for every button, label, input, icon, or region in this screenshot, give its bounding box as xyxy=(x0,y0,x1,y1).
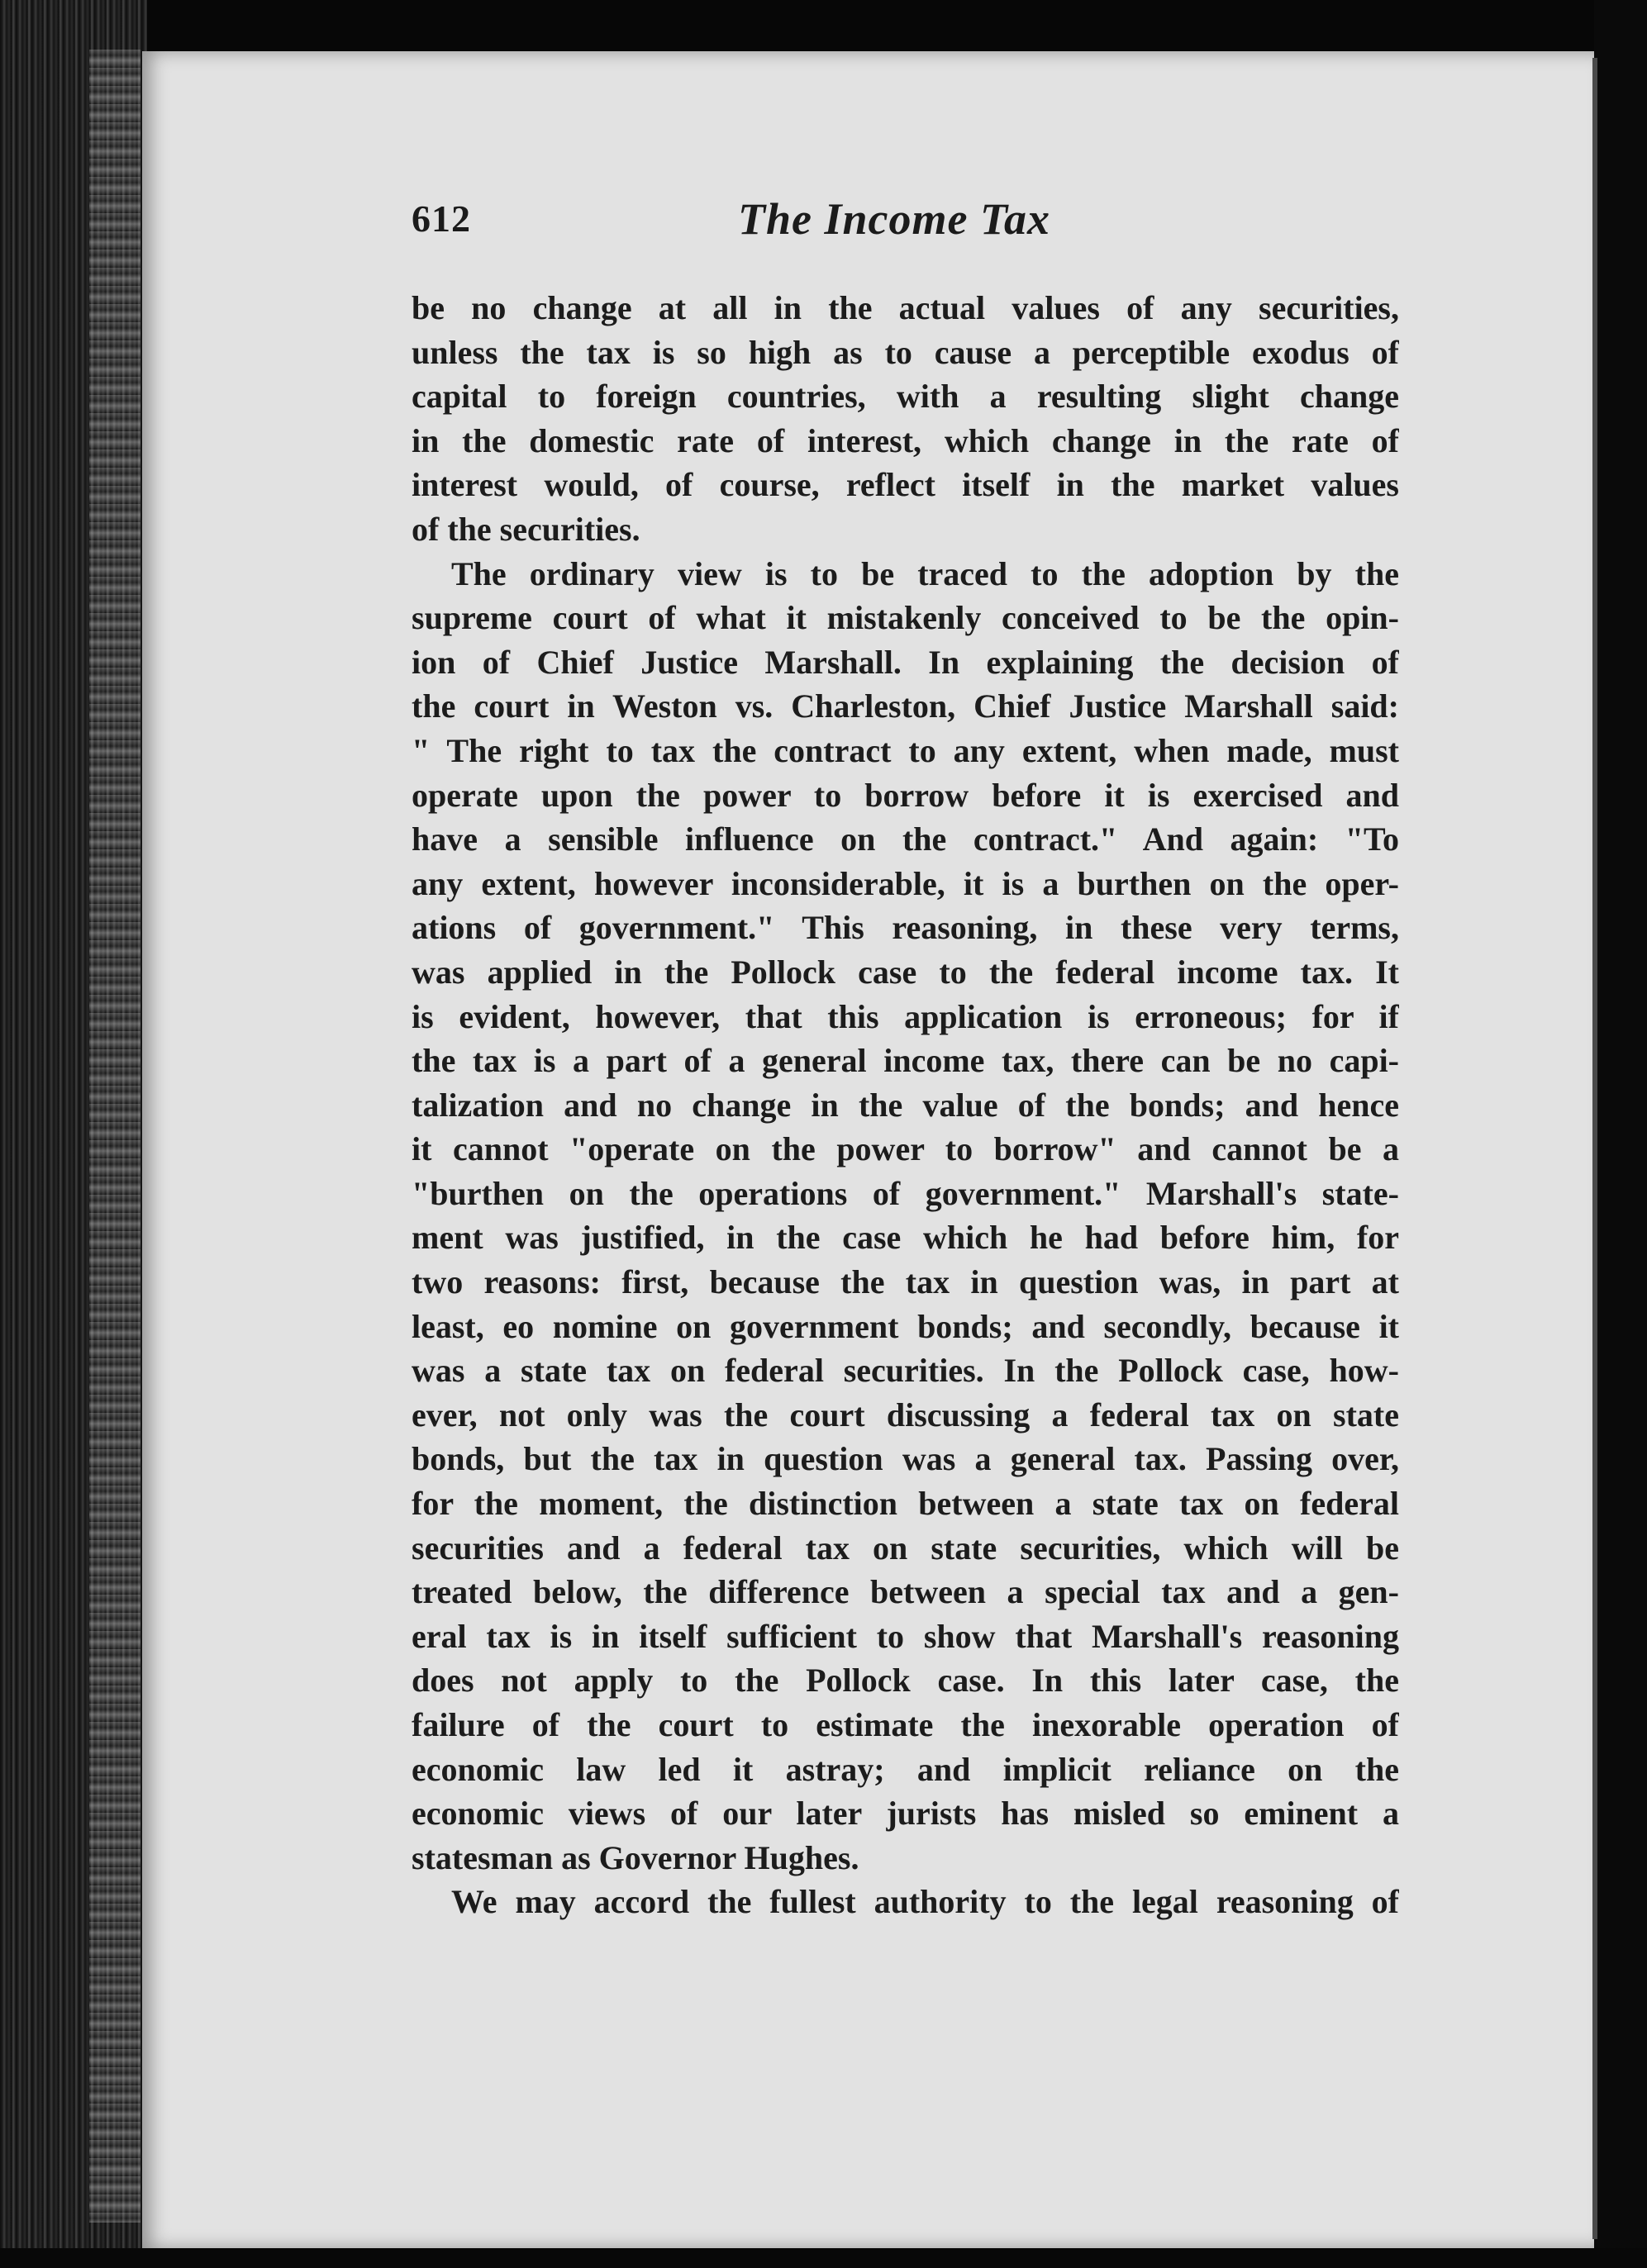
text-line: ever, not only was the court discussing a federal tax on state xyxy=(412,1396,1399,1434)
text-line: ment was justified, in the case which he had before him, for xyxy=(412,1219,1399,1257)
text-line: two reasons: first, because the tax in question was, in part at xyxy=(412,1263,1399,1301)
text-line: in the domestic rate of interest, which change in the rate of xyxy=(412,421,1399,459)
text-line: capital to foreign countries, with a resulting slight change xyxy=(412,378,1399,416)
text-line: unless the tax is so high as to cause a perceptible exodus of xyxy=(412,333,1399,371)
text-line: least, eo nomine on government bonds; and secondly, because it xyxy=(412,1307,1399,1345)
scan-right-border xyxy=(1594,0,1647,2268)
text-line: interest would, of course, reflect itself in the market values xyxy=(412,466,1399,504)
text-line: " The right to tax the contract to any extent, when made, must xyxy=(412,731,1399,769)
text-line: ion of Chief Justice Marshall. In explaining the decision of xyxy=(412,643,1399,681)
text-line: the court in Weston vs. Charleston, Chief Justice Marshall said: xyxy=(412,687,1399,725)
binding-texture xyxy=(89,50,140,2223)
text-line: The ordinary view is to be traced to the adoption by the xyxy=(451,554,1399,592)
running-head xyxy=(412,194,1395,263)
text-line: does not apply to the Pollock case. In this later case, the xyxy=(412,1662,1399,1700)
text-line: eral tax is in itself sufficient to show that Marshall's reasoning xyxy=(412,1617,1399,1655)
text-line: talization and no change in the value of the bonds; and hence xyxy=(412,1086,1399,1124)
text-line: was applied in the Pollock case to the federal income tax. It xyxy=(412,953,1399,991)
text-line: be no change at all in the actual values of any securities, xyxy=(412,289,1399,326)
text-line: operate upon the power to borrow before it is exercised and xyxy=(412,776,1399,814)
running-title: The Income Tax xyxy=(738,194,1050,244)
text-line: statesman as Governor Hughes. xyxy=(412,1838,859,1876)
scan-top-border xyxy=(0,0,1647,51)
text-line: supreme court of what it mistakenly conceived to be the opin- xyxy=(412,599,1399,637)
text-line: securities and a federal tax on state securities, which will be xyxy=(412,1529,1399,1567)
text-line: treated below, the difference between a special tax and a gen- xyxy=(412,1573,1399,1611)
text-line: it cannot "operate on the power to borrow" and cannot be a xyxy=(412,1130,1399,1168)
text-line: of the securities. xyxy=(412,510,640,548)
text-line: for the moment, the distinction between a state tax on federal xyxy=(412,1485,1399,1523)
text-line: have a sensible influence on the contract." And again: "To xyxy=(412,820,1399,858)
page-edge-line xyxy=(1592,58,1597,2239)
text-line: economic law led it astray; and implicit reliance on the xyxy=(412,1750,1399,1788)
text-line: ations of government." This reasoning, in these very terms, xyxy=(412,909,1399,947)
page-number: 612 xyxy=(412,197,471,240)
text-line: was a state tax on federal securities. In the Pollock case, how- xyxy=(412,1352,1399,1390)
scan-bottom-border xyxy=(0,2248,1647,2268)
text-line: We may accord the fullest authority to the legal reasoning of xyxy=(451,1883,1399,1921)
body-text xyxy=(412,286,1399,1924)
text-line: "burthen on the operations of government." Marshall's state- xyxy=(412,1174,1399,1212)
text-line: any extent, however inconsiderable, it is a burthen on the oper- xyxy=(412,864,1399,902)
text-line: failure of the court to estimate the inexorable operation of xyxy=(412,1706,1399,1743)
text-line: bonds, but the tax in question was a general tax. Passing over, xyxy=(412,1440,1399,1478)
text-line: the tax is a part of a general income tax, there can be no capi- xyxy=(412,1042,1399,1080)
text-line: economic views of our later jurists has misled so eminent a xyxy=(412,1795,1399,1833)
text-line: is evident, however, that this application is erroneous; for if xyxy=(412,997,1399,1035)
